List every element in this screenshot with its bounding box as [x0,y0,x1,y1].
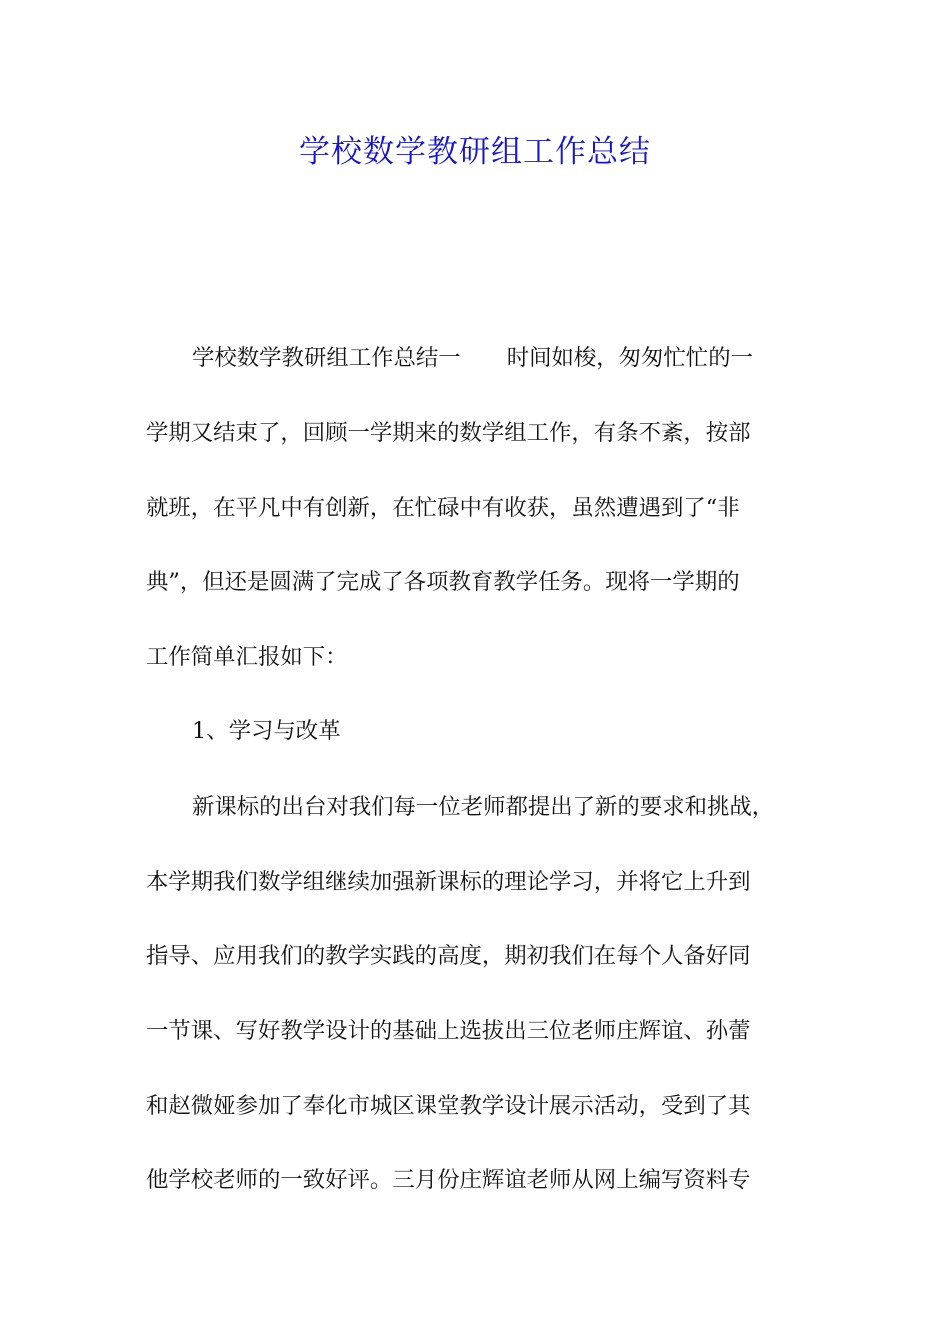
paragraph-line: 指导、应用我们的教学实践的高度，期初我们在每个人备好同 [146,943,751,969]
paragraph-heading-text: 学校数学教研组工作总结一 [192,345,461,371]
paragraph-line: 就班，在平凡中有创新，在忙碌中有收获，虽然遭遇到了“非 [146,495,740,521]
paragraph-line: 典”，但还是圆满了完成了各项教育教学任务。现将一学期的 [146,569,740,595]
paragraph-text: 时间如梭，匆匆忙忙的一 [506,345,753,371]
paragraph-line: 一节课、写好教学设计的基础上选拔出三位老师庄辉谊、孙蕾 [146,1018,751,1044]
paragraph-line: 和赵微娅参加了奉化市城区课堂教学设计展示活动，受到了其 [146,1093,751,1119]
paragraph-line: 他学校老师的一致好评。三月份庄辉谊老师从网上编写资料专 [146,1167,751,1193]
paragraph-line: 本学期我们数学组继续加强新课标的理论学习，并将它上升到 [146,869,751,895]
paragraph-line: 学期又结束了，回顾一学期来的数学组工作，有条不紊，按部 [146,420,751,446]
document-title: 学校数学教研组工作总结 [299,134,651,170]
paragraph-line [146,342,810,374]
paragraph-line: 新课标的出台对我们每一位老师都提出了新的要求和挑战， [192,794,775,820]
section-heading: 1、学习与改革 [192,718,341,744]
paragraph-line: 工作简单汇报如下： [146,644,348,670]
